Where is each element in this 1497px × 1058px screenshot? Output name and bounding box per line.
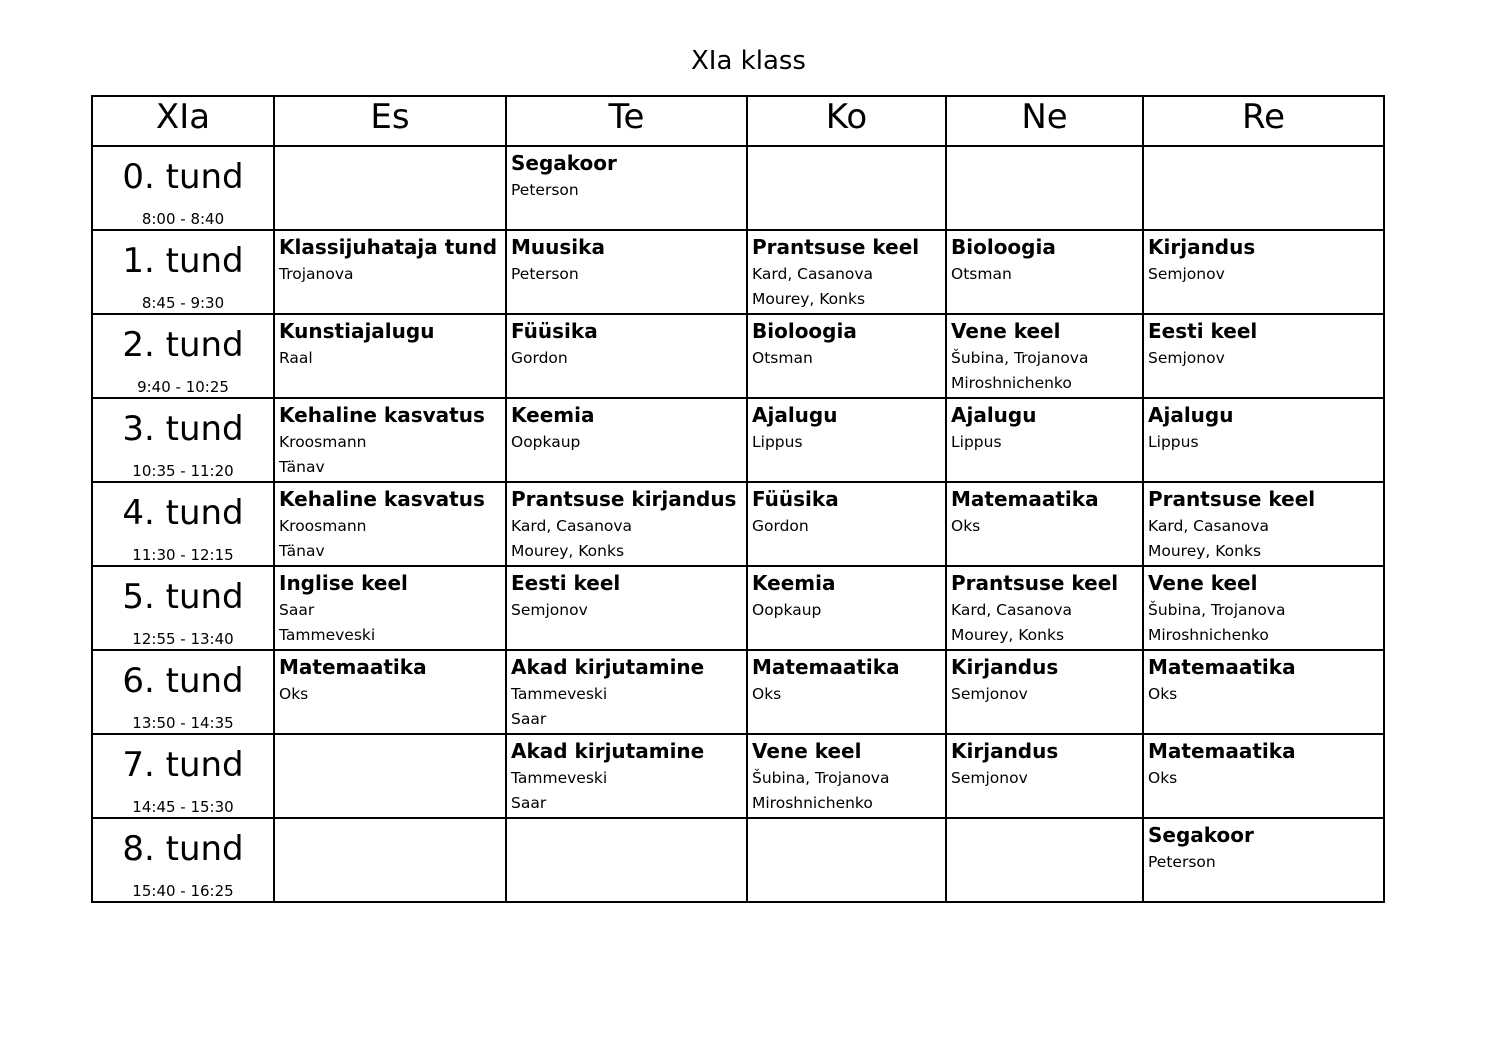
- lesson-cell: [506, 650, 747, 734]
- header-row: [92, 96, 1384, 146]
- subject-name: Matemaatika: [752, 655, 900, 679]
- teacher-name: Otsman: [752, 349, 813, 367]
- lesson-cell: [747, 482, 946, 566]
- teacher-name: Kard, Casanova: [1148, 517, 1270, 535]
- teacher-name: Saar: [511, 710, 547, 728]
- period-name: 0. tund: [122, 157, 244, 197]
- lesson-cell: [506, 230, 747, 314]
- subject-name: Vene keel: [1148, 571, 1258, 595]
- lesson-cell: [506, 314, 747, 398]
- empty-cell: [506, 818, 747, 902]
- period-time: 13:50 - 14:35: [132, 714, 234, 732]
- period-name: 1. tund: [122, 241, 244, 281]
- period-time: 9:40 - 10:25: [137, 378, 229, 396]
- period-cell: [92, 650, 274, 734]
- teacher-name: Oopkaup: [752, 601, 822, 619]
- lesson-cell: [1143, 566, 1384, 650]
- lesson-cell: [1143, 650, 1384, 734]
- period-cell: [92, 566, 274, 650]
- subject-name: Segakoor: [511, 151, 617, 175]
- teacher-name: Oks: [279, 685, 309, 703]
- lesson-cell: [747, 734, 946, 818]
- lesson-cell: [1143, 230, 1384, 314]
- subject-name: Prantsuse keel: [1148, 487, 1316, 511]
- period-row: [92, 734, 1384, 818]
- day-header: Es: [274, 96, 506, 146]
- period-time: 8:00 - 8:40: [141, 210, 225, 228]
- empty-cell: [274, 818, 506, 902]
- empty-cell: [946, 818, 1143, 902]
- subject-name: Kehaline kasvatus: [279, 487, 485, 511]
- subject-name: Bioloogia: [752, 319, 857, 343]
- lesson-cell: [506, 398, 747, 482]
- teacher-name: Kard, Casanova: [752, 265, 874, 283]
- teacher-name: Lippus: [1148, 433, 1199, 451]
- subject-name: Ajalugu: [951, 403, 1037, 427]
- lesson-cell: [274, 314, 506, 398]
- period-time: 8:45 - 9:30: [141, 294, 225, 312]
- teacher-name: Miroshnichenko: [1148, 626, 1269, 644]
- teacher-name: Peterson: [511, 181, 579, 199]
- subject-name: Keemia: [752, 571, 836, 595]
- empty-cell: [274, 734, 506, 818]
- day-header: Te: [506, 96, 747, 146]
- period-row: [92, 398, 1384, 482]
- period-time: 15:40 - 16:25: [132, 882, 234, 900]
- empty-cell: [274, 146, 506, 230]
- teacher-name: Mourey, Konks: [951, 626, 1065, 644]
- teacher-name: Peterson: [511, 265, 579, 283]
- teacher-name: Kard, Casanova: [511, 517, 633, 535]
- period-cell: [92, 230, 274, 314]
- period-name: 5. tund: [122, 577, 244, 617]
- teacher-name: Mourey, Konks: [511, 542, 625, 560]
- lesson-cell: [1143, 734, 1384, 818]
- period-cell: [92, 482, 274, 566]
- teacher-name: Peterson: [1148, 853, 1216, 871]
- lesson-cell: [946, 566, 1143, 650]
- subject-name: Akad kirjutamine: [511, 739, 705, 763]
- lesson-cell: [747, 650, 946, 734]
- lesson-cell: [946, 314, 1143, 398]
- teacher-name: Oks: [1148, 769, 1178, 787]
- subject-name: Ajalugu: [1148, 403, 1234, 427]
- timetable: [91, 95, 1385, 903]
- teacher-name: Kard, Casanova: [951, 601, 1073, 619]
- lesson-cell: [747, 314, 946, 398]
- day-header: Re: [1143, 96, 1384, 146]
- period-row: [92, 482, 1384, 566]
- teacher-name: Kroosmann: [279, 517, 367, 535]
- teacher-name: Semjonov: [1148, 265, 1225, 283]
- lesson-cell: [946, 482, 1143, 566]
- page-title: XIa klass: [691, 46, 806, 76]
- teacher-name: Tammeveski: [279, 626, 376, 644]
- lesson-cell: [506, 482, 747, 566]
- period-cell: [92, 146, 274, 230]
- teacher-name: Mourey, Konks: [752, 290, 866, 308]
- subject-name: Keemia: [511, 403, 595, 427]
- lesson-cell: [747, 398, 946, 482]
- teacher-name: Gordon: [752, 517, 809, 535]
- period-row: [92, 230, 1384, 314]
- lesson-cell: [274, 482, 506, 566]
- subject-name: Matemaatika: [1148, 655, 1296, 679]
- subject-name: Bioloogia: [951, 235, 1056, 259]
- period-row: [92, 146, 1384, 230]
- period-cell: [92, 398, 274, 482]
- subject-name: Vene keel: [752, 739, 862, 763]
- teacher-name: Šubina, Trojanova: [752, 769, 890, 787]
- period-cell: [92, 818, 274, 902]
- period-name: 2. tund: [122, 325, 244, 365]
- subject-name: Eesti keel: [1148, 319, 1258, 343]
- day-header: Ne: [946, 96, 1143, 146]
- lesson-cell: [274, 650, 506, 734]
- teacher-name: Oopkaup: [511, 433, 581, 451]
- teacher-name: Tänav: [279, 458, 325, 476]
- teacher-name: Saar: [279, 601, 315, 619]
- teacher-name: Miroshnichenko: [752, 794, 873, 812]
- empty-cell: [1143, 146, 1384, 230]
- period-cell: [92, 314, 274, 398]
- lesson-cell: [946, 650, 1143, 734]
- teacher-name: Oks: [1148, 685, 1178, 703]
- teacher-name: Semjonov: [1148, 349, 1225, 367]
- teacher-name: Oks: [951, 517, 981, 535]
- lesson-cell: [506, 146, 747, 230]
- lesson-cell: [747, 566, 946, 650]
- teacher-name: Semjonov: [511, 601, 588, 619]
- subject-name: Matemaatika: [1148, 739, 1296, 763]
- period-name: 4. tund: [122, 493, 244, 533]
- teacher-name: Tammeveski: [511, 685, 608, 703]
- period-time: 12:55 - 13:40: [132, 630, 234, 648]
- subject-name: Muusika: [511, 235, 605, 259]
- subject-name: Kirjandus: [1148, 235, 1256, 259]
- period-name: 3. tund: [122, 409, 244, 449]
- teacher-name: Otsman: [951, 265, 1012, 283]
- subject-name: Matemaatika: [951, 487, 1099, 511]
- teacher-name: Mourey, Konks: [1148, 542, 1262, 560]
- subject-name: Kirjandus: [951, 655, 1059, 679]
- day-header: Ko: [747, 96, 946, 146]
- corner-header: XIa: [92, 96, 274, 146]
- teacher-name: Oks: [752, 685, 782, 703]
- lesson-cell: [274, 398, 506, 482]
- teacher-name: Lippus: [752, 433, 803, 451]
- subject-name: Segakoor: [1148, 823, 1254, 847]
- lesson-cell: [747, 230, 946, 314]
- lesson-cell: [1143, 818, 1384, 902]
- subject-name: Prantsuse keel: [951, 571, 1119, 595]
- teacher-name: Semjonov: [951, 685, 1028, 703]
- teacher-name: Saar: [511, 794, 547, 812]
- lesson-cell: [506, 566, 747, 650]
- subject-name: Inglise keel: [279, 571, 408, 595]
- lesson-cell: [274, 566, 506, 650]
- empty-cell: [747, 818, 946, 902]
- period-row: [92, 314, 1384, 398]
- lesson-cell: [1143, 398, 1384, 482]
- lesson-cell: [1143, 482, 1384, 566]
- subject-name: Kunstiajalugu: [279, 319, 435, 343]
- subject-name: Vene keel: [951, 319, 1061, 343]
- period-row: [92, 818, 1384, 902]
- subject-name: Kirjandus: [951, 739, 1059, 763]
- subject-name: Kehaline kasvatus: [279, 403, 485, 427]
- subject-name: Prantsuse keel: [752, 235, 920, 259]
- period-name: 7. tund: [122, 745, 244, 785]
- teacher-name: Raal: [279, 349, 313, 367]
- teacher-name: Kroosmann: [279, 433, 367, 451]
- subject-name: Prantsuse kirjandus: [511, 487, 737, 511]
- lesson-cell: [946, 230, 1143, 314]
- empty-cell: [946, 146, 1143, 230]
- period-name: 8. tund: [122, 829, 244, 869]
- subject-name: Akad kirjutamine: [511, 655, 705, 679]
- subject-name: Ajalugu: [752, 403, 838, 427]
- period-cell: [92, 734, 274, 818]
- teacher-name: Semjonov: [951, 769, 1028, 787]
- lesson-cell: [506, 734, 747, 818]
- period-row: [92, 650, 1384, 734]
- subject-name: Füüsika: [752, 487, 839, 511]
- empty-cell: [747, 146, 946, 230]
- period-name: 6. tund: [122, 661, 244, 701]
- subject-name: Eesti keel: [511, 571, 621, 595]
- period-row: [92, 566, 1384, 650]
- teacher-name: Lippus: [951, 433, 1002, 451]
- teacher-name: Miroshnichenko: [951, 374, 1072, 392]
- subject-name: Füüsika: [511, 319, 598, 343]
- period-time: 10:35 - 11:20: [132, 462, 234, 480]
- period-time: 11:30 - 12:15: [132, 546, 234, 564]
- subject-name: Klassijuhataja tund: [279, 235, 498, 259]
- teacher-name: Tammeveski: [511, 769, 608, 787]
- lesson-cell: [946, 398, 1143, 482]
- teacher-name: Šubina, Trojanova: [1148, 601, 1286, 619]
- subject-name: Matemaatika: [279, 655, 427, 679]
- teacher-name: Šubina, Trojanova: [951, 349, 1089, 367]
- period-time: 14:45 - 15:30: [132, 798, 234, 816]
- lesson-cell: [274, 230, 506, 314]
- teacher-name: Tänav: [279, 542, 325, 560]
- teacher-name: Trojanova: [279, 265, 354, 283]
- lesson-cell: [946, 734, 1143, 818]
- lesson-cell: [1143, 314, 1384, 398]
- teacher-name: Gordon: [511, 349, 568, 367]
